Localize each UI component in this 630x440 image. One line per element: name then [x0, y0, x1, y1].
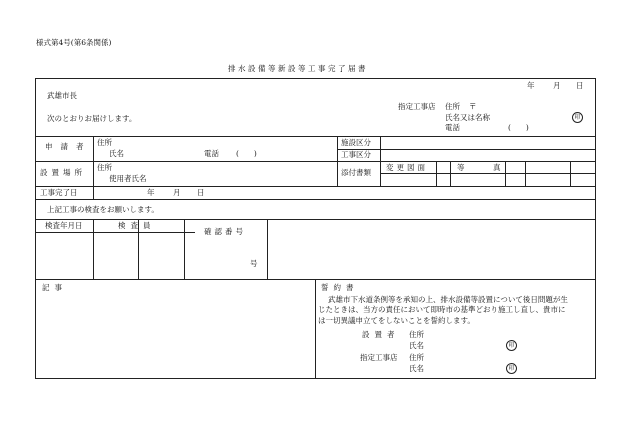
header-date-day: 日 — [576, 81, 584, 90]
inspector-label: 検査員 — [118, 221, 156, 230]
installer-address-label: 住所 — [409, 330, 424, 339]
contractor-address-label: 住所 — [445, 102, 460, 111]
applicant-phone-label: 電話 — [204, 149, 219, 158]
pledge-line-3: は一切異議申立てをしないことを誓約します。 — [318, 316, 475, 325]
site-address-label: 住所 — [97, 163, 112, 172]
row-line — [35, 232, 195, 233]
header-date-month: 月 — [553, 81, 561, 90]
attachments-label: 添付書類 — [341, 168, 371, 177]
pledge-title: 誓約書 — [321, 283, 359, 292]
col-line — [450, 161, 451, 186]
col-line — [93, 136, 94, 199]
border-bottom — [35, 378, 596, 379]
border-left — [35, 78, 36, 378]
row-line — [35, 199, 596, 200]
site-user-name-label: 使用者氏名 — [109, 174, 147, 183]
intro-text: 次のとおりお届けします。 — [47, 114, 137, 123]
number-suffix: 号 — [250, 259, 258, 268]
border-right — [595, 78, 596, 378]
change-drawing-label: 変更図面 — [386, 163, 428, 172]
row-line — [35, 186, 596, 187]
row-line — [380, 173, 596, 174]
col-line — [525, 161, 526, 186]
installer-seal-icon: 印 — [506, 340, 517, 351]
completion-year: 年 — [147, 188, 155, 197]
attachment-photo-label: 真 — [493, 163, 501, 172]
col-line — [570, 161, 571, 186]
pledge-line-2: じたときは、当方の責任において即時市の基準どおり施工し直し、貴市に — [318, 305, 566, 314]
row-line — [337, 149, 596, 150]
pledge-contractor-seal-icon: 印 — [506, 363, 517, 374]
applicant-phone-parens: ( ) — [236, 149, 257, 158]
col-line — [315, 279, 316, 378]
postal-mark: 〒 — [469, 102, 477, 111]
attachment-etc-label: 等 — [457, 163, 465, 172]
contractor-phone-label: 電話 — [445, 123, 460, 132]
border-top — [35, 78, 596, 79]
col-line — [267, 219, 268, 279]
header-date-year: 年 — [527, 81, 535, 90]
request-text: 上記工事の検査をお願いします。 — [47, 205, 159, 214]
contractor-phone-parens: ( ) — [508, 123, 529, 132]
row-line — [35, 219, 596, 220]
col-line — [436, 161, 437, 186]
pledge-contractor-address-label: 住所 — [409, 353, 424, 362]
contractor-label: 指定工事店 — [398, 102, 436, 111]
facility-type-label: 施設区分 — [341, 138, 371, 147]
inspection-date-label: 検査年月日 — [45, 221, 83, 230]
contractor-name-label: 氏名又は名称 — [445, 113, 490, 122]
applicant-name-label: 氏名 — [109, 149, 124, 158]
col-line — [505, 161, 506, 186]
applicant-label: 申請者 — [45, 142, 92, 151]
col-line — [184, 219, 185, 279]
installer-name-label: 氏名 — [409, 341, 424, 350]
addressee: 武雄市長 — [47, 91, 77, 100]
col-line — [337, 136, 338, 186]
completion-day: 日 — [197, 188, 205, 197]
pledge-contractor-label: 指定工事店 — [360, 353, 398, 362]
work-type-label: 工事区分 — [341, 150, 371, 159]
applicant-address-label: 住所 — [97, 138, 112, 147]
col-line — [380, 136, 381, 186]
form-title: 排水設備等新設等工事完了届書 — [228, 64, 368, 73]
col-line — [93, 219, 94, 279]
contractor-seal-icon: 印 — [572, 112, 583, 123]
pledge-line-1: 武雄市下水道条例等を承知の上、排水設備等設置について後日問題が生 — [328, 295, 568, 304]
row-line — [35, 161, 596, 162]
notes-label: 記事 — [42, 283, 67, 292]
form-number: 様式第4号(第6条関係) — [36, 38, 112, 47]
completion-month: 月 — [173, 188, 181, 197]
completion-label: 工事完了日 — [40, 188, 78, 197]
row-line — [35, 136, 596, 137]
confirm-number-label: 確認番号 — [204, 227, 246, 236]
site-label: 設置場所 — [40, 168, 86, 177]
pledge-contractor-name-label: 氏名 — [409, 364, 424, 373]
installer-label: 設置者 — [362, 330, 400, 339]
